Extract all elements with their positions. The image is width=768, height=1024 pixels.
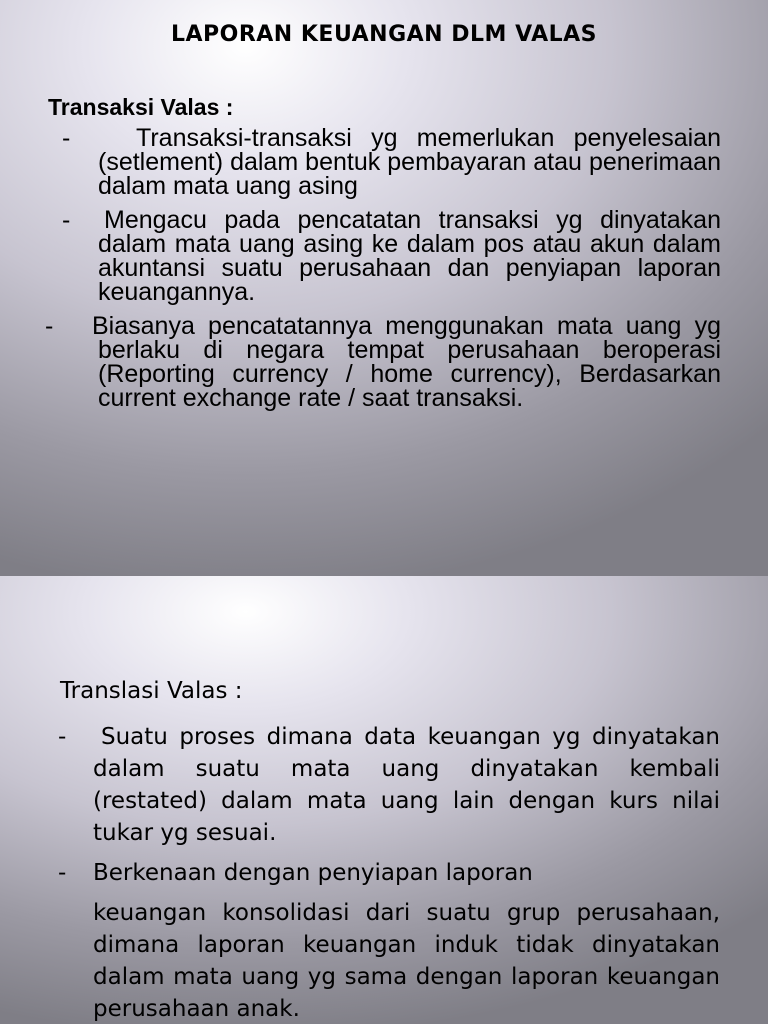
slide-2 — [0, 576, 768, 1024]
list-item — [40, 126, 721, 198]
bullet-list — [58, 721, 720, 1024]
bullet-dash: - — [62, 206, 71, 234]
list-item-lead: Berkenaan dengan penyiapan laporan — [93, 860, 533, 886]
bullet-dash: - — [62, 124, 71, 152]
list-item — [40, 314, 721, 410]
bullet-list — [40, 126, 721, 420]
bullet-dash: - — [58, 724, 67, 750]
section-heading-translasi-valas: Translasi Valas : — [60, 678, 243, 704]
list-item-text: keuangan konsolidasi dari suatu grup perusahaan, dimana laporan keuangan induk tidak dinyatakan dalam mata uang yg sama dengan laporan keuangan perusahaan anak. — [93, 900, 720, 1022]
list-item-text: Mengacu pada pencatatan transaksi yg dinyatakan dalam mata uang asing ke dalam pos atau akun dalam akuntansi suatu perusahaan dan penyiapan laporan keuangannya. — [98, 206, 721, 306]
list-item — [58, 721, 720, 849]
section-heading-transaksi-valas: Transaksi Valas : — [48, 94, 234, 120]
bullet-dash: - — [45, 312, 54, 340]
list-item — [40, 208, 721, 304]
slide-title: LAPORAN KEUANGAN DLM VALAS — [170, 22, 598, 47]
list-item — [58, 857, 720, 1024]
list-item-text: Suatu proses dimana data keuangan yg dinyatakan dalam suatu mata uang dinyatakan kembali (restated) dalam mata uang lain dengan kurs nilai tukar yg sesuai. — [93, 724, 720, 846]
list-item-text: Biasanya pencatatannya menggunakan mata uang yg berlaku di negara tempat perusahaan beroperasi (Reporting currency / home currency), Berdasarkan current exchange rate / saat transaksi. — [92, 312, 721, 412]
list-item-text: Transaksi-transaksi yg memerlukan penyelesaian (setlement) dalam bentuk pembayaran atau penerimaan dalam mata uang asing — [98, 124, 721, 200]
bullet-dash: - — [58, 860, 67, 886]
